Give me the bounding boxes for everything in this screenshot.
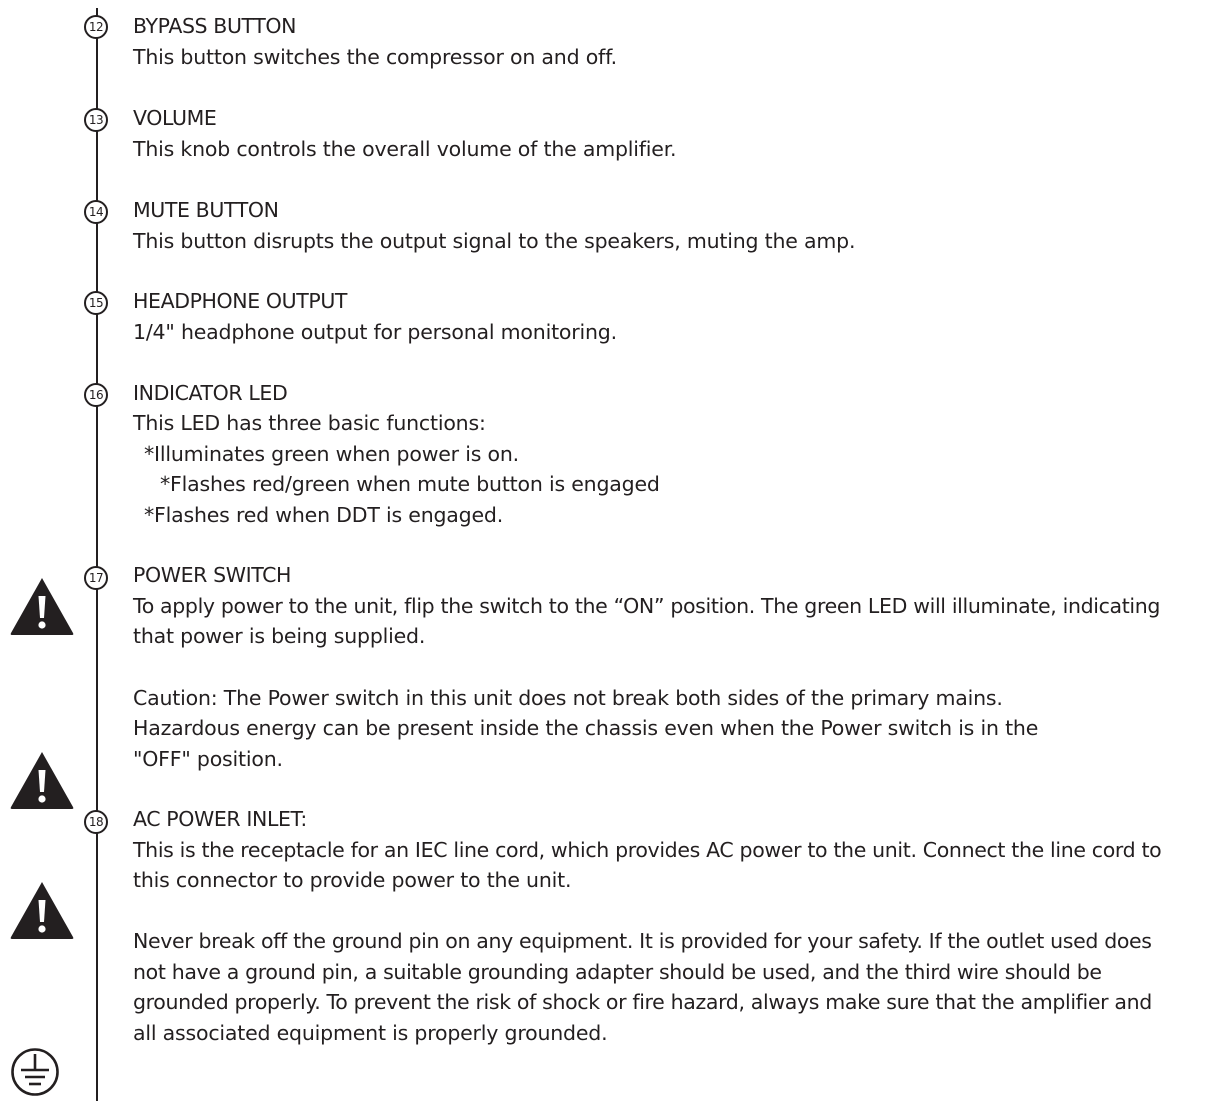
- caution-text: Caution: The Power switch in this unit does not break both sides of the primary mains.: [133, 686, 1003, 710]
- item-description: this connector to provide power to the unit.: [133, 868, 572, 892]
- item-heading-indicator-led: INDICATOR LED: [133, 381, 288, 405]
- warning-triangle-icon: [9, 880, 75, 940]
- item-bullet: *Illuminates green when power is on.: [144, 442, 519, 466]
- warning-triangle-icon: [9, 576, 75, 636]
- item-description: To apply power to the unit, flip the switch to the “ON” position. The green LED will illuminate, indicating: [133, 594, 1161, 618]
- item-heading-mute: MUTE BUTTON: [133, 198, 279, 222]
- item-heading-bypass: BYPASS BUTTON: [133, 14, 297, 38]
- ground-warning-text: all associated equipment is properly grounded.: [133, 1021, 608, 1045]
- ground-warning-text: Never break off the ground pin on any equipment. It is provided for your safety. If the outlet used does: [133, 929, 1152, 953]
- item-number-badge: 17: [84, 566, 108, 590]
- item-bullet: *Flashes red when DDT is engaged.: [144, 503, 504, 527]
- item-description: 1/4" headphone output for personal monitoring.: [133, 320, 617, 344]
- item-description: This knob controls the overall volume of the amplifier.: [133, 137, 677, 161]
- caution-text: Hazardous energy can be present inside the chassis even when the Power switch is in the: [133, 716, 1039, 740]
- item-connector-line: [96, 8, 98, 1101]
- item-description: This LED has three basic functions:: [133, 411, 486, 435]
- item-heading-headphone: HEADPHONE OUTPUT: [133, 289, 348, 313]
- caution-text: "OFF" position.: [133, 747, 283, 771]
- item-number-badge: 14: [84, 200, 108, 224]
- item-heading-volume: VOLUME: [133, 106, 217, 130]
- item-number-badge: 16: [84, 383, 108, 407]
- ground-symbol-icon: [10, 1047, 60, 1097]
- item-number-badge: 15: [84, 291, 108, 315]
- item-heading-power-switch: POWER SWITCH: [133, 563, 292, 587]
- ground-warning-text: not have a ground pin, a suitable grounding adapter should be used, and the third wire should be: [133, 960, 1102, 984]
- item-number-badge: 12: [84, 15, 108, 39]
- item-bullet: *Flashes red/green when mute button is engaged: [160, 472, 660, 496]
- item-number-badge: 13: [84, 108, 108, 132]
- item-description: This is the receptacle for an IEC line cord, which provides AC power to the unit. Connect the line cord to: [133, 838, 1162, 862]
- item-number-badge: 18: [84, 810, 108, 834]
- item-description: This button disrupts the output signal to the speakers, muting the amp.: [133, 229, 856, 253]
- warning-triangle-icon: [9, 750, 75, 810]
- item-description: This button switches the compressor on and off.: [133, 45, 617, 69]
- item-description: that power is being supplied.: [133, 624, 426, 648]
- ground-warning-text: grounded properly. To prevent the risk of shock or fire hazard, always make sure that the amplifier and: [133, 990, 1152, 1014]
- item-heading-ac-power-inlet: AC POWER INLET:: [133, 807, 307, 831]
